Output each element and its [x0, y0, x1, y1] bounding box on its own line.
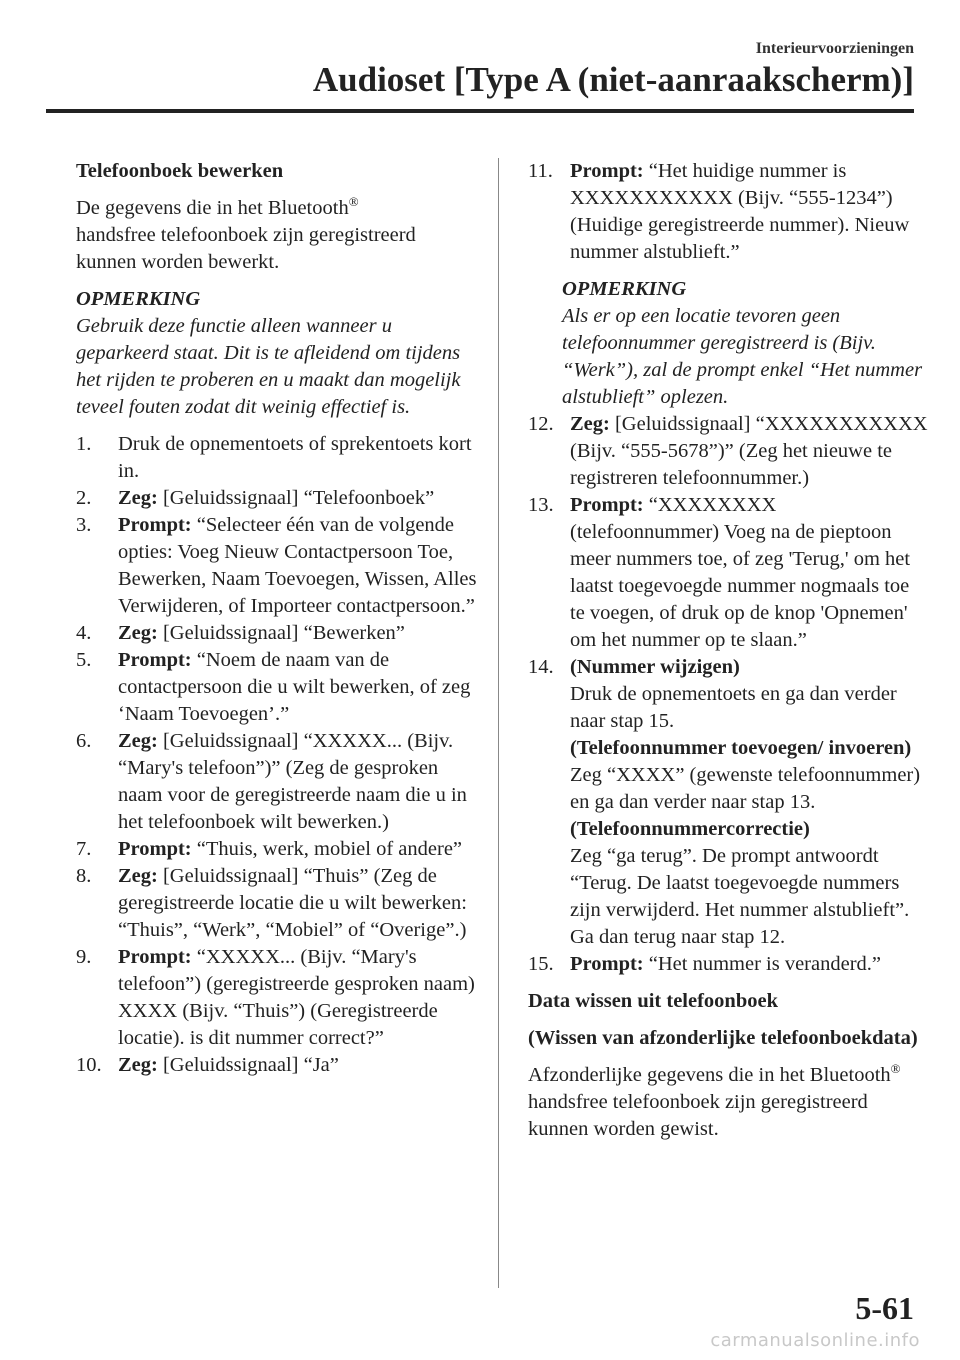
section-heading: Telefoonboek bewerken — [76, 160, 284, 182]
step-4: 4. Zeg: [Geluidssignaal] “Bewerken” — [76, 622, 405, 644]
header-section: Interieurvoorzieningen — [755, 40, 914, 57]
delete-paragraph: Afzonderlijke gegevens die in het Bluetooth® handsfree telefoonboek zijn geregistreerd kunnen worden gewist. — [528, 1061, 901, 1140]
step-1: 1. Druk de opnementoets of sprekentoets kort in. — [76, 433, 472, 482]
left-column — [76, 158, 481, 1079]
step-10: 10. Zeg: [Geluidssignaal] “Ja” — [76, 1054, 339, 1076]
step-11: 11. Prompt: “Het huidige nummer is XXXXXXXXXXX (Bijv. “555-1234”) (Huidige geregistreerde nummer). Nieuw nummer alstublieft.” — [528, 160, 910, 263]
step-15: 15. Prompt: “Het nummer is veranderd.” — [528, 953, 882, 975]
step-8: 8. Zeg: [Geluidssignaal] “Thuis” (Zeg de geregistreerde locatie die u wilt bewerken: “Thuis”, “Werk”, “Mobiel” of “Overige”.) — [76, 865, 467, 941]
step-6: 6. Zeg: [Geluidssignaal] “XXXXX... (Bijv. “Mary's telefoon”)” (Zeg de gesproken naam voor de geregistreerde naam die u in het telefoonboek wilt bewerken.) — [76, 730, 467, 833]
sub-heading: (Wissen van afzonderlijke telefoonboekdata) — [528, 1027, 918, 1049]
step-13: 13. Prompt: “XXXXXXXX (telefoonnummer) Voeg na de pieptoon meer nummers toe, of zeg 'Terug,' om het laatst toegevoegde nummer nogmaals toe te voegen, of druk op de knop 'Opnemen' om het nummer op te slaan.” — [528, 494, 911, 651]
note-label: OPMERKING — [76, 288, 201, 310]
step-14-sub2-heading: (Telefoonnummer toevoegen/ invoeren) — [570, 737, 912, 759]
note-text-2: Als er op een locatie tevoren geen telefoonnummer geregistreerd is (Bijv. “Werk”), zal de prompt enkel “Het nummer alstublieft” oplezen. — [562, 305, 923, 408]
page-number: 5-61 — [855, 1290, 914, 1326]
watermark: carmanualsonline.info — [710, 1330, 920, 1351]
note-text: Gebruik deze functie alleen wanneer u geparkeerd staat. Dit is te afleidend om tijdens het rijden te proberen en u maakt dan mogelijk teveel fouten zodat dit weinig effectief is. — [76, 315, 461, 418]
step-12: 12. Zeg: [Geluidssignaal] “XXXXXXXXXXX (Bijv. “555-5678”)” (Zeg het nieuwe te registreren telefoonnummer.) — [528, 413, 928, 489]
section-heading-2: Data wissen uit telefoonboek — [528, 990, 778, 1012]
step-14-sub3-text: Zeg “ga terug”. De prompt antwoordt “Terug. De laatst toegevoegde nummers zijn verwijderd. Het nummer alstublieft”. Ga dan terug naar stap 12. — [570, 845, 910, 948]
step-14-sub1-heading: (Nummer wijzigen) — [570, 656, 740, 678]
step-5: 5. Prompt: “Noem de naam van de contactpersoon die u wilt bewerken, of zeg ‘Naam Toevoegen’.” — [76, 649, 471, 725]
step-14: 14. (Nummer wijzigen) Druk de opnementoets en ga dan verder naar stap 15. (Telefoonnummer toevoegen/ invoeren) Zeg “XXXX” (gewenste telefoonnummer) en ga dan verder naar stap 13. (Telefoonnummercorrectie) Zeg “ga terug”. De prompt antwoordt “Terug. De laatst toegevoegde nummers zijn verwijderd. Het nummer alstublieft”. Ga dan terug naar stap 12. — [528, 654, 928, 951]
step-9: 9. Prompt: “XXXXX... (Bijv. “Mary's telefoon”) (geregistreerde gesproken naam) XXXX (Bijv. “Thuis”) (Geregistreerde locatie). is dit nummer correct?” — [76, 946, 475, 1049]
right-column — [528, 158, 928, 1143]
step-2: 2. Zeg: [Geluidssignaal] “Telefoonboek” — [76, 487, 435, 509]
step-7: 7. Prompt: “Thuis, werk, mobiel of andere” — [76, 838, 463, 860]
step-14-sub2-text: Zeg “XXXX” (gewenste telefoonnummer) en ga dan verder naar stap 13. — [570, 764, 921, 813]
step-14-sub3-heading: (Telefoonnummercorrectie) — [570, 818, 810, 840]
header-rule — [46, 109, 914, 113]
note-label-2: OPMERKING — [562, 278, 687, 300]
step-3: 3. Prompt: “Selecteer één van de volgende opties: Voeg Nieuw Contactpersoon Toe, Bewerken, Naam Toevoegen, Wissen, Alles Verwijderen, of Importeer contactpersoon.” — [76, 514, 477, 617]
step-14-sub1-text: Druk de opnementoets en ga dan verder naar stap 15. — [570, 683, 897, 732]
intro-paragraph: De gegevens die in het Bluetooth® handsfree telefoonboek zijn geregistreerd kunnen worden bewerkt. — [76, 194, 416, 273]
page-title: Audioset [Type A (niet-aanraakscherm)] — [312, 60, 914, 99]
column-divider — [498, 158, 499, 1288]
